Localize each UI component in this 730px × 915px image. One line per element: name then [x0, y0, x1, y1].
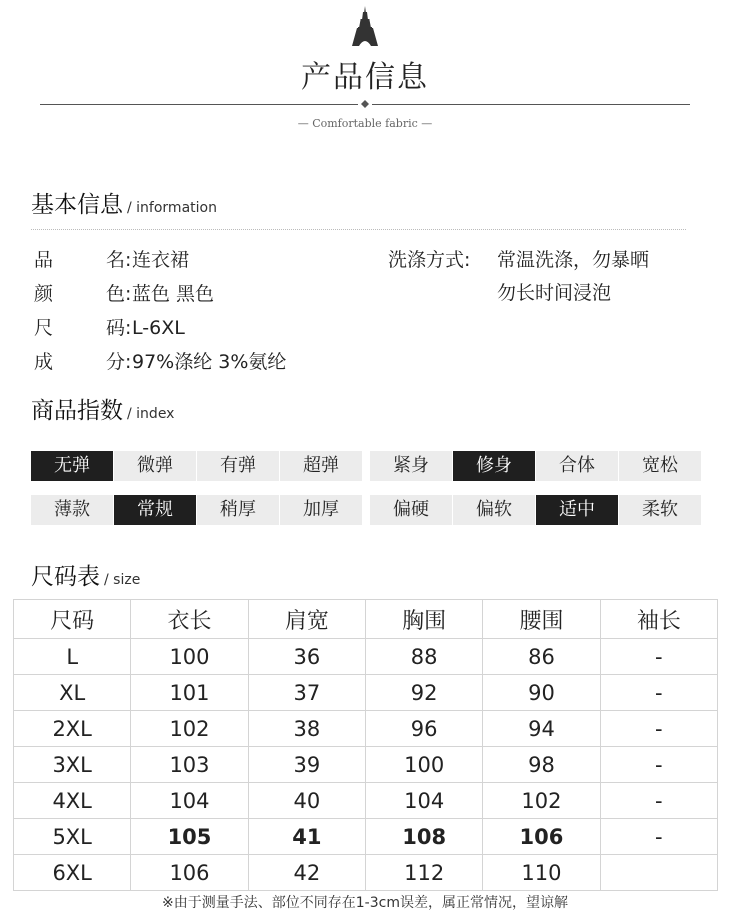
section-heading-size — [31, 558, 140, 591]
info-key: 尺 — [34, 317, 54, 339]
table-cell: 3XL — [14, 747, 131, 783]
table-cell: 6XL — [14, 855, 131, 891]
page-title: 产品信息 — [301, 60, 429, 95]
wash-value-line1: 常温洗涤，勿暴晒 — [497, 249, 650, 271]
table-cell: 112 — [365, 855, 482, 891]
wash-value-line2: 勿长时间浸泡 — [497, 282, 612, 304]
index-option: 宽松 — [619, 451, 701, 481]
index-option: 无弹 — [31, 451, 113, 481]
info-value: 蓝色 黑色 — [132, 283, 215, 305]
column-header: 衣长 — [131, 600, 248, 639]
table-cell: XL — [14, 675, 131, 711]
index-option: 柔软 — [619, 495, 701, 525]
divider-left — [40, 104, 358, 105]
index-option: 常规 — [114, 495, 196, 525]
table-cell: 41 — [248, 819, 365, 855]
table-row — [14, 639, 718, 675]
table-cell: 36 — [248, 639, 365, 675]
info-key: 码: — [106, 317, 132, 339]
column-header: 尺码 — [14, 600, 131, 639]
section-heading-basic — [31, 186, 217, 219]
table-cell: 88 — [365, 639, 482, 675]
heading-text: 尺码表 — [31, 564, 100, 590]
heading-text: 基本信息 — [31, 192, 123, 218]
index-option: 修身 — [453, 451, 535, 481]
column-header: 腰围 — [483, 600, 600, 639]
table-cell: 39 — [248, 747, 365, 783]
index-group-fit — [370, 451, 701, 481]
table-cell: 86 — [483, 639, 600, 675]
size-table — [13, 599, 718, 891]
index-option: 适中 — [536, 495, 618, 525]
dotted-divider — [31, 229, 686, 230]
table-row — [14, 855, 718, 891]
table-row — [14, 711, 718, 747]
table-cell: 103 — [131, 747, 248, 783]
table-cell: 96 — [365, 711, 482, 747]
footnote: ※由于测量手法、部位不同存在1-3cm误差，属正常情况，望谅解 — [162, 895, 568, 911]
table-cell: - — [600, 783, 717, 819]
index-option: 稍厚 — [197, 495, 279, 525]
index-option: 微弹 — [114, 451, 196, 481]
index-option: 合体 — [536, 451, 618, 481]
table-cell: - — [600, 639, 717, 675]
info-row-size — [34, 313, 185, 340]
table-cell: 40 — [248, 783, 365, 819]
table-cell: 42 — [248, 855, 365, 891]
table-cell: 108 — [365, 819, 482, 855]
table-cell: 101 — [131, 675, 248, 711]
index-option: 偏软 — [453, 495, 535, 525]
table-cell: 100 — [131, 639, 248, 675]
info-key: 品 — [34, 249, 54, 271]
table-cell: 104 — [131, 783, 248, 819]
section-heading-index — [31, 392, 174, 425]
info-value: 97%涤纶 3%氨纶 — [132, 351, 287, 373]
table-cell: 106 — [483, 819, 600, 855]
index-group-softness — [370, 495, 701, 525]
info-row-material — [34, 347, 286, 374]
index-option: 有弹 — [197, 451, 279, 481]
index-option: 超弹 — [280, 451, 362, 481]
table-cell: 38 — [248, 711, 365, 747]
table-cell: 104 — [365, 783, 482, 819]
info-row-color — [34, 279, 214, 306]
table-row — [14, 783, 718, 819]
info-key: 颜 — [34, 283, 54, 305]
column-header: 袖长 — [600, 600, 717, 639]
heading-en: / size — [104, 572, 141, 588]
index-option: 紧身 — [370, 451, 452, 481]
table-cell: 92 — [365, 675, 482, 711]
info-key: 色: — [106, 283, 132, 305]
index-option: 偏硬 — [370, 495, 452, 525]
info-row-name — [34, 245, 189, 272]
table-cell: 100 — [365, 747, 482, 783]
column-header: 肩宽 — [248, 600, 365, 639]
table-cell: 98 — [483, 747, 600, 783]
table-cell: - — [600, 675, 717, 711]
table-cell: 2XL — [14, 711, 131, 747]
index-group-thickness — [31, 495, 362, 525]
index-option: 薄款 — [31, 495, 113, 525]
table-row — [14, 675, 718, 711]
table-cell: 94 — [483, 711, 600, 747]
table-cell: 4XL — [14, 783, 131, 819]
info-key: 名: — [106, 249, 132, 271]
table-cell: 106 — [131, 855, 248, 891]
table-cell: 90 — [483, 675, 600, 711]
table-cell: - — [600, 711, 717, 747]
table-cell: 5XL — [14, 819, 131, 855]
info-value: 连衣裙 — [132, 249, 190, 271]
index-option: 加厚 — [280, 495, 362, 525]
eiffel-tower-icon — [351, 6, 379, 46]
table-cell: L — [14, 639, 131, 675]
heading-text: 商品指数 — [31, 398, 123, 424]
heading-en: / index — [127, 406, 175, 422]
table-row — [14, 747, 718, 783]
wash-label: 洗涤方式: — [388, 249, 471, 271]
table-cell: 102 — [483, 783, 600, 819]
info-key: 分: — [106, 351, 132, 373]
table-cell — [600, 855, 717, 891]
table-cell: - — [600, 747, 717, 783]
table-cell: - — [600, 819, 717, 855]
table-cell: 105 — [131, 819, 248, 855]
table-cell: 37 — [248, 675, 365, 711]
index-group-elasticity — [31, 451, 362, 481]
table-cell: 102 — [131, 711, 248, 747]
info-value: L-6XL — [132, 317, 185, 339]
divider-right — [372, 104, 690, 105]
page-subtitle: — Comfortable fabric — — [297, 117, 433, 130]
info-key: 成 — [34, 351, 54, 373]
heading-en: / information — [127, 200, 217, 216]
column-header: 胸围 — [365, 600, 482, 639]
diamond-ornament-icon — [361, 100, 369, 108]
table-cell: 110 — [483, 855, 600, 891]
table-header-row — [14, 600, 718, 639]
table-row — [14, 819, 718, 855]
